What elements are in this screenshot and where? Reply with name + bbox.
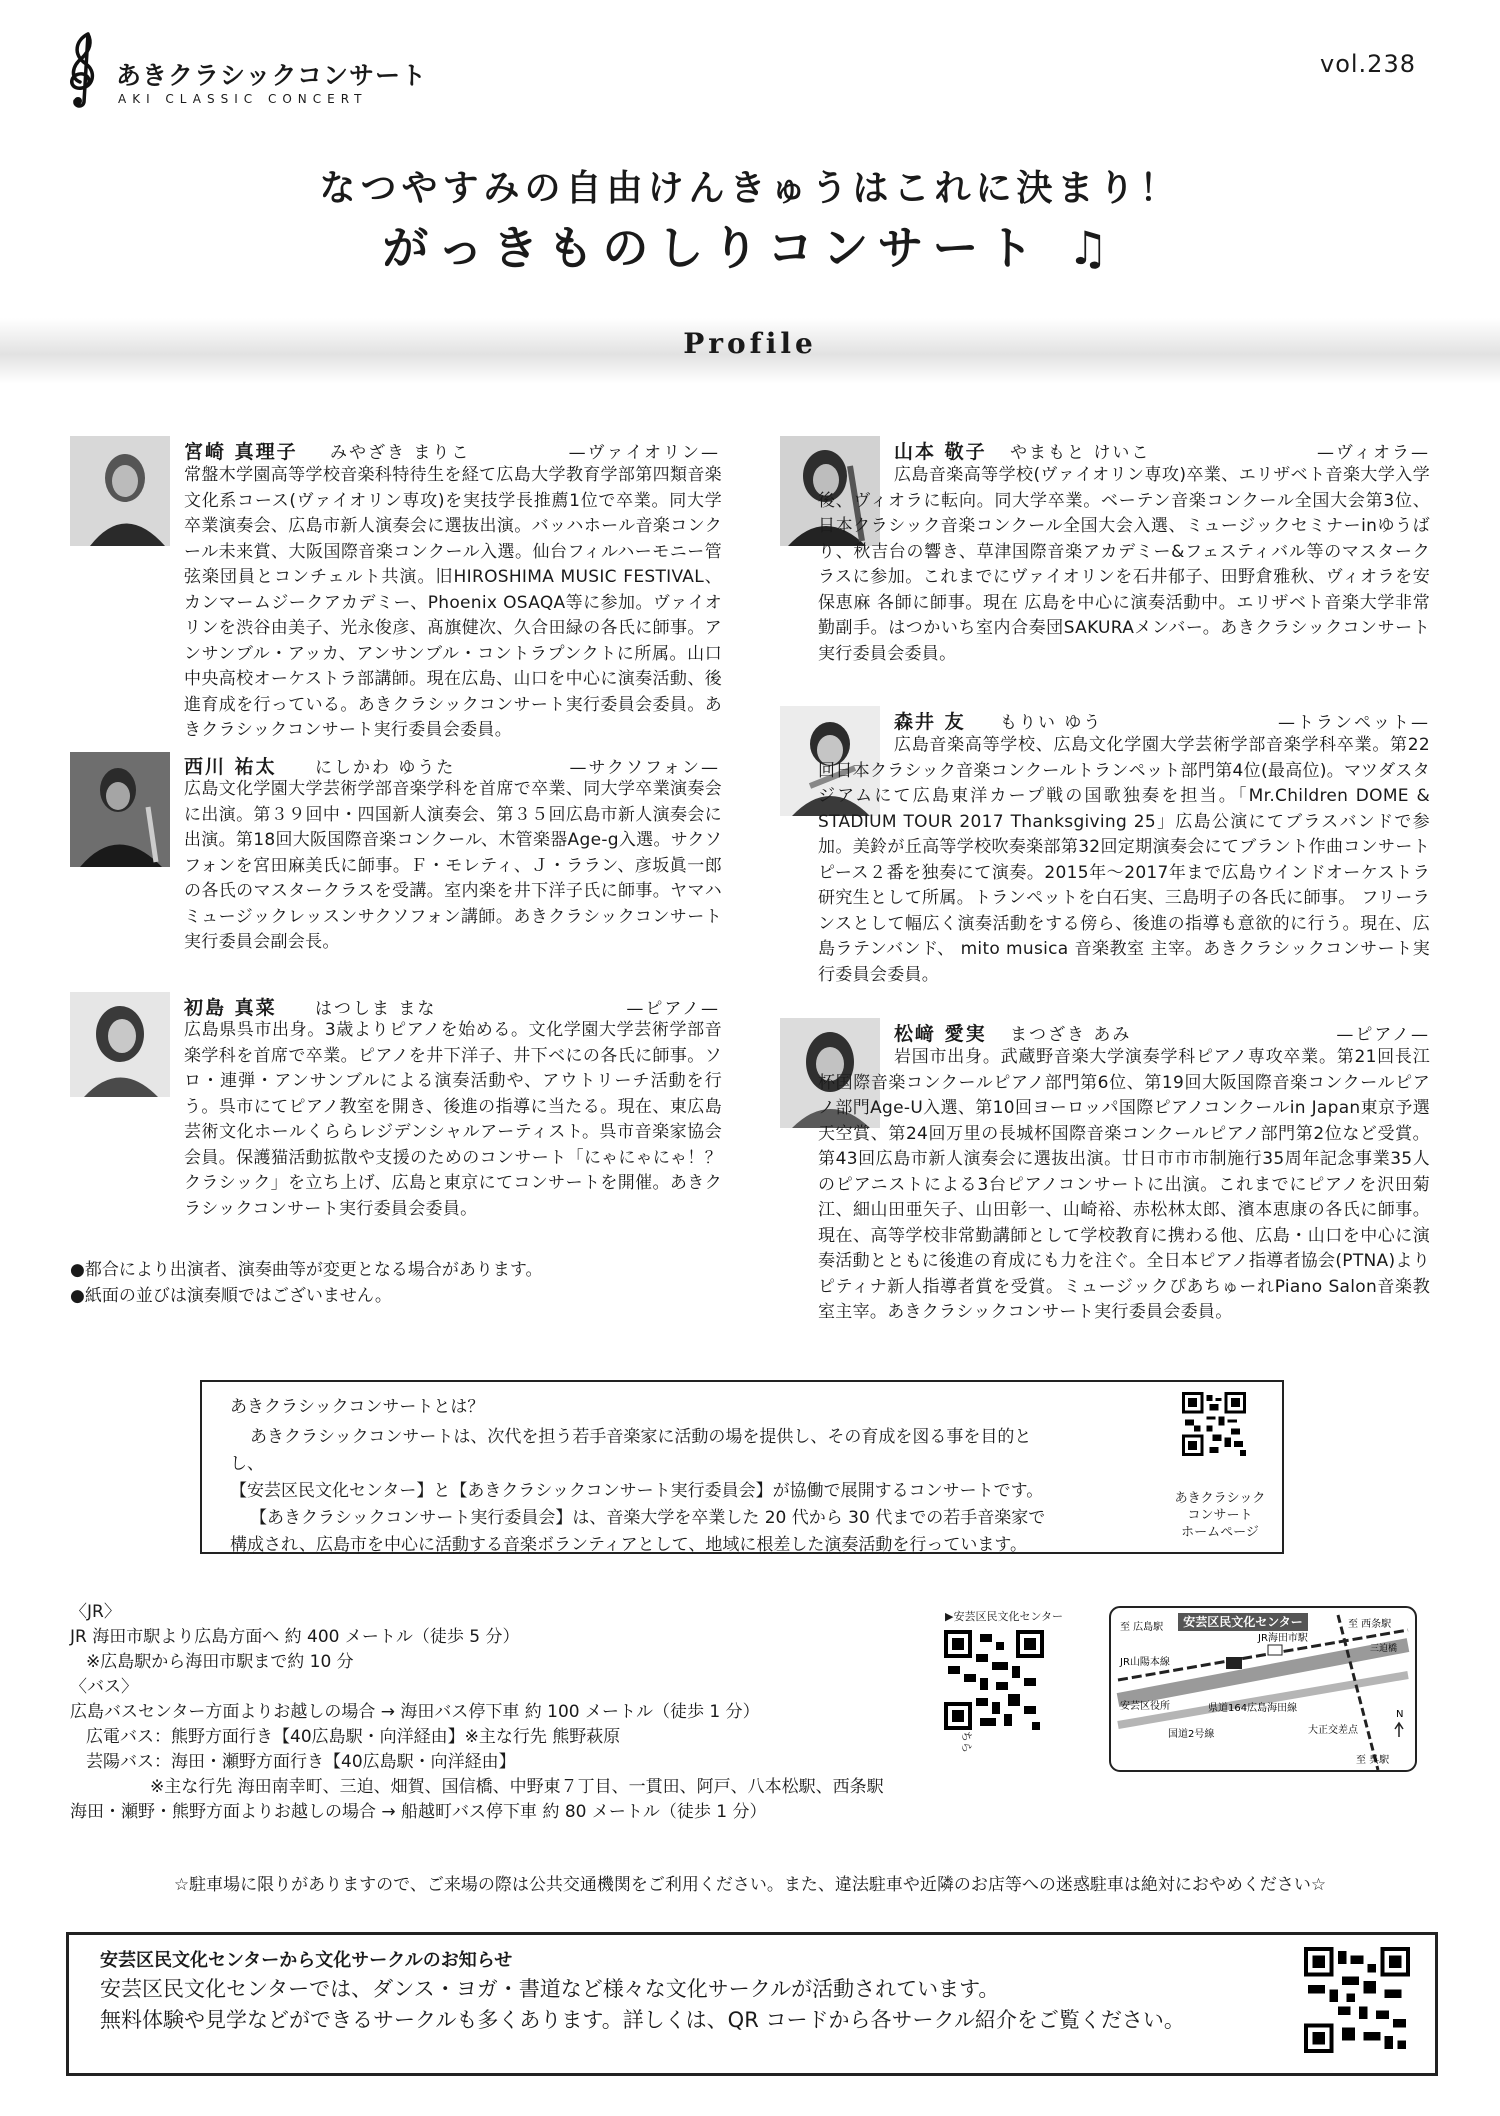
access-line: 海田・瀬野・熊野方面よりお越しの場合 → 船越町バス停下車 約 80 メートル（徒歩 1 分）	[70, 1802, 767, 1822]
performer-bio: 広島文化学園大学芸術学部音楽学科を首席で卒業、同大学卒業演奏会に出演。第３９回中・四国新人演奏会、第３５回広島市新人演奏会に出演。第18回大阪国際音楽コンクール、木管楽器Age-g入選。サクソフォンを宮田麻美氏に師事。Ｆ・モレティ、Ｊ・ララン、彦坂眞一郎の各氏のマスタークラスを受講。室内楽を井下洋子氏に師事。ヤマハミュージックレッスンサクソフォン講師。あきクラシックコンサート実行委員会副会長。	[184, 779, 722, 952]
parking-notice: ☆駐車場に限りがありますので、ご来場の際は公共交通機関をご利用ください。また、違法駐車や近隣のお店等への迷惑駐車は絶対におやめください☆	[173, 1875, 1327, 1895]
performer-instrument: —ピアノ—	[1336, 1025, 1430, 1045]
notes	[70, 1257, 542, 1309]
access-info	[70, 1600, 930, 1825]
svg-text:至 西条駅: 至 西条駅	[1348, 1619, 1392, 1630]
performer-name: 西川 祐太	[184, 756, 277, 778]
svg-text:国道2号線: 国道2号線	[1168, 1729, 1215, 1740]
about-text	[230, 1424, 1060, 1559]
access-line: 〈バス〉	[70, 1677, 138, 1697]
performer-bio: 広島音楽高等学校、広島文化学園大学芸術学部音楽学科卒業。第22回日本クラシック音楽コンクールトランペット部門第4位(最高位)。マツダスタジアムにて広島東洋カープ戦の国歌独奏を担当。「Mr.Children DOME & STADIUM TOUR 2017 Thanksgiving 25」広島公演にてブラスバンドで参加。美鈴が丘高等学校吹奏楽部第32回定期演奏会にてブラント作曲コンサートピース２番を独奏にて演奏。2015年～2017年まで広島ウインドオーケストラ研究生として所属。トランペットを白石実、三島明子の各氏に師事。 フリーランスとして幅広く演奏活動をする傍ら、後進の指導も意欲的に行う。現在、広島ラテンバンド、 mito musica 音楽教室 主宰。あきクラシックコンサート実行委員会委員。	[818, 735, 1430, 985]
svg-text:至 呉駅: 至 呉駅	[1356, 1755, 1390, 1766]
volume-number: vol.238	[1320, 50, 1416, 78]
map-center-label: 安芸区民文化センター	[1183, 1615, 1303, 1629]
svg-text:N: N	[1396, 1709, 1404, 1720]
performer-instrument: —ヴァイオリン—	[568, 443, 720, 463]
access-qr-code[interactable]	[944, 1630, 1044, 1730]
headline: なつやすみの自由けんきゅうはこれに決まり！	[319, 167, 1181, 209]
access-line: ※主な行先 海田南幸町、三迫、畑賀、国信橋、中野東７丁目、一貫田、阿戸、八本松駅、西条駅	[150, 1777, 884, 1797]
circle-text	[100, 1974, 1280, 2036]
svg-text:三迫橋: 三迫橋	[1370, 1644, 1398, 1654]
performer-photo	[70, 436, 170, 546]
access-line: 芸陽バス：海田・瀬野方面行き【40広島駅・向洋経由】	[86, 1752, 516, 1772]
note-line: ●紙面の並びは演奏順ではございません。	[70, 1286, 392, 1306]
performer-photo	[70, 752, 170, 867]
performer-kana: はつしま まな	[315, 999, 437, 1019]
svg-text:県道164広島海田線: 県道164広島海田線	[1208, 1703, 1298, 1714]
performer-kana: みやざき まりこ	[330, 443, 471, 463]
performer-bio: 常盤木学園高等学校音楽科特待生を経て広島大学教育学部第四類音楽文化系コース(ヴァイオリン専攻)を実技学長推薦1位で卒業。同大学卒業演奏会、広島市新人演奏会に選抜出演。バッハホール音楽コンクール未来賞、大阪国際音楽コンクール入選。仙台フィルハーモニー管弦楽団員とコンチェルト共演。旧HIROSHIMA MUSIC FESTIVAL、カンマームジークアカデミー、Phoenix OSAQA等に参加。ヴァイオリンを渋谷由美子、光永俊彦、髙旗健次、久合田緑の各氏に師事。アンサンブル・アッカ、アンサンブル・コントラプンクトに所属。山口中央高校オーケストラ部講師。現在広島、山口を中心に演奏活動、後進育成を行っている。あきクラシックコンサート実行委員会委員。あきクラシックコンサート実行委員会委員。	[184, 465, 722, 740]
qr-caption: あきクラシック コンサート ホームページ	[1174, 1491, 1266, 1540]
treble-clef-logo-icon	[62, 30, 108, 110]
note-line: ●都合により出演者、演奏曲等が変更となる場合があります。	[70, 1260, 543, 1280]
performer-name: 松﨑 愛実	[894, 1023, 987, 1045]
performer-name: 森井 友	[894, 711, 966, 733]
performer-name: 初島 真菜	[184, 997, 277, 1019]
logo-title: あきクラシックコンサート	[116, 61, 428, 90]
performer-kana: やまもと けいこ	[1010, 443, 1151, 463]
about-line: 【安芸区民文化センター】と【あきクラシックコンサート実行委員会】が協働で展開するコンサートです。	[230, 1481, 1044, 1501]
access-map	[1108, 1605, 1418, 1773]
performer-bio: 岩国市出身。武蔵野音楽大学演奏学科ピアノ専攻卒業。第21回長江杯国際音楽コンクールピアノ部門第6位、第19回大阪国際音楽コンクールピアノ部門Age-U入選、第10回ヨーロッパ国際ピアノコンクールin Japan東京予選天空賞、第24回万里の長城杯国際音楽コンクールピアノ部門第2位など受賞。第43回広島市新人演奏会に選抜出演。廿日市市市制施行35周年記念事業35人のピアニストによる3台ピアノコンサートに出演。これまでにピアノを沢田菊江、細山田亜矢子、山田彰一、山崎裕、赤松林太郎、濱本恵康の各氏に師事。現在、高等学校非常勤講師として学校教育に携わる他、広島・山口を中心に演奏活動とともに後進の育成にも力を注ぐ。全日本ピアノ指導者協会(PTNA)よりピティナ新人指導者賞を受賞。ミュージックぴあちゅーれPiano Salon音楽教室主宰。あきクラシックコンサート実行委員会委員。	[818, 1047, 1430, 1322]
access-qr-label-top: ▶安芸区民文化センター	[945, 1610, 1064, 1623]
about-line: あきクラシックコンサートは、次代を担う若手音楽家に活動の場を提供し、その育成を図る事を目的とし、	[230, 1427, 1032, 1474]
about-title: あきクラシックコンサートとは？	[230, 1397, 485, 1417]
circle-line: 無料体験や見学などができるサークルも多くあります。詳しくは、QR コードから各サークル紹介をご覧ください。	[100, 2008, 1185, 2032]
performer-bio: 広島県呉市出身。3歳よりピアノを始める。文化学園大学芸術学部音楽学科を首席で卒業。ピアノを井下洋子、井下ベにの各氏に師事。ソロ・連弾・アンサンブルによる演奏活動や、アウトリーチ活動を行う。呉市にてピアノ教室を開き、後進の指導に当たる。現在、東広島芸術文化ホールくららレジデンシャルアーティスト。呉市音楽家協会会員。保護猫活動拡散や支援のためのコンサート「にゃにゃにゃ！？クラシック」を立ち上げ、広島と東京にてコンサートを開催。あきクラシックコンサート実行委員会委員。	[184, 1020, 722, 1219]
section-label: Profile	[683, 327, 817, 360]
concert-title: がっきものしりコンサート ♫	[382, 221, 1118, 275]
about-line: 【あきクラシックコンサート実行委員会】は、音楽大学を卒業した 20 代から 30 代までの若手音楽家で	[250, 1508, 1046, 1528]
svg-text:至 広島駅: 至 広島駅	[1120, 1622, 1164, 1633]
performer-instrument: —トランペット—	[1278, 713, 1430, 733]
performer-kana: もりい ゆう	[1000, 713, 1103, 733]
svg-text:大正交差点: 大正交差点	[1308, 1725, 1358, 1736]
svg-text:JR海田市駅: JR海田市駅	[1258, 1633, 1308, 1644]
performer-kana: まつざき あみ	[1010, 1025, 1132, 1045]
performer-instrument: —ヴィオラ—	[1317, 443, 1430, 463]
logo-subtitle: AKI CLASSIC CONCERT	[118, 92, 368, 106]
performer-photo	[70, 992, 170, 1097]
performer-name: 山本 敬子	[894, 441, 987, 463]
circle-title: 安芸区民文化センターから文化サークルのお知らせ	[100, 1950, 513, 1971]
access-line: 広島バスセンター方面よりお越しの場合 → 海田バス停下車 約 100 メートル（徒歩 1 分）	[70, 1702, 760, 1722]
performer-name: 宮崎 真理子	[184, 441, 298, 463]
access-line: JR 海田市駅より広島方面へ 約 400 メートル（徒歩 5 分）	[70, 1627, 520, 1647]
beamed-notes-icon: ♫	[1067, 221, 1118, 275]
svg-text:安芸区役所: 安芸区役所	[1120, 1701, 1170, 1712]
homepage-qr-code[interactable]	[1182, 1392, 1246, 1456]
access-line: 広電バス：熊野方面行き【40広島駅・向洋経由】※主な行先 熊野萩原	[86, 1727, 621, 1747]
performer-kana: にしかわ ゆうた	[315, 758, 456, 778]
performer-bio: 広島音楽高等学校(ヴァイオリン専攻)卒業、エリザベト音楽大学入学後、ヴィオラに転向。同大学卒業。ベーテン音楽コンクール全国大会第3位、日本クラシック音楽コンクール全国大会入選、ミュージックセミナーinゆうばり、秋吉台の響き、草津国際音楽アカデミー&フェスティバル等のマスタークラスに参加。これまでにヴァイオリンを石井郁子、田野倉雅秋、ヴィオラを安保恵麻 各師に師事。現在 広島を中心に演奏活動中。エリザベト音楽大学非常勤副手。はつかいち室内合奏団SAKURAメンバー。あきクラシックコンサート実行委員会委員。	[818, 465, 1430, 664]
svg-text:JR山陽本線: JR山陽本線	[1120, 1657, 1170, 1668]
access-line: ※広島駅から海田市駅まで約 10 分	[86, 1652, 354, 1672]
access-line: 〈JR〉	[70, 1602, 121, 1622]
performer-instrument: —ピアノ—	[626, 999, 720, 1019]
performer-instrument: —サクソフォン—	[569, 758, 720, 778]
circle-qr-code[interactable]	[1304, 1946, 1410, 2054]
about-line: 構成され、広島市を中心に活動する音楽ボランティアとして、地域に根差した演奏活動を行っています。	[230, 1535, 1027, 1555]
circle-line: 安芸区民文化センターでは、ダンス・ヨガ・書道など様々な文化サークルが活動されています。	[100, 1977, 1000, 2001]
